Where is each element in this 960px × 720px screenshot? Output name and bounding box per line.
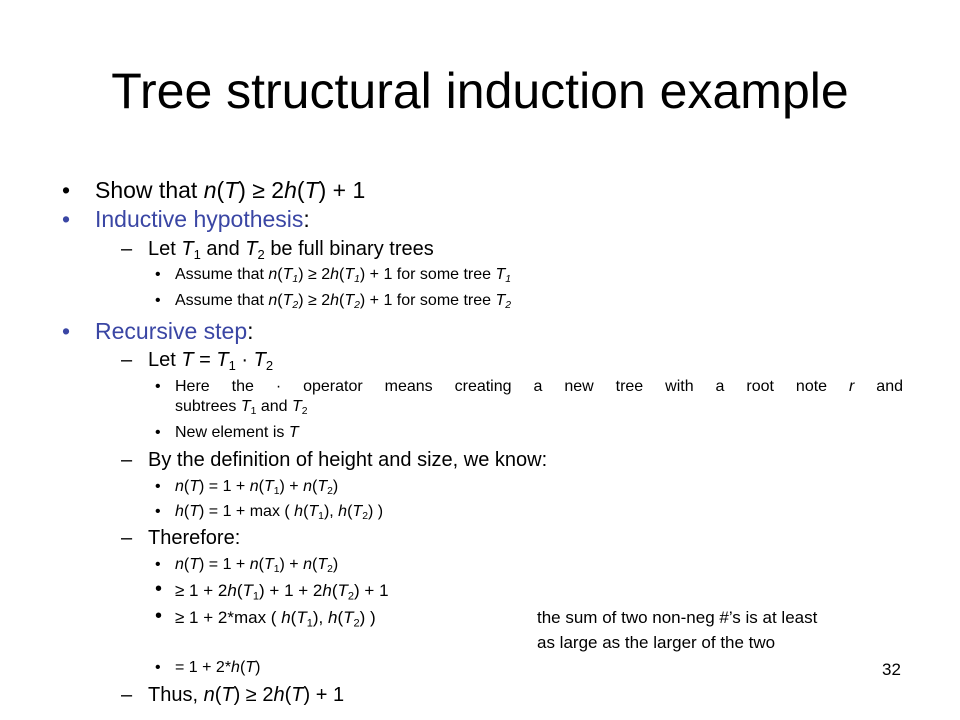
assume-t1-line: [155, 266, 512, 286]
bullet-marker: •: [155, 659, 161, 676]
colon: :: [247, 318, 254, 344]
bullet-marker: •: [155, 424, 161, 441]
let-full-text: be full binary trees: [270, 238, 434, 260]
assume-prefix: Assume that: [175, 292, 264, 309]
by-definition-text: By the definition of height and size, we know:: [148, 449, 548, 471]
h-def-line: [155, 503, 384, 523]
colon: :: [303, 206, 310, 232]
bullet-marker: •: [155, 478, 161, 495]
bullet-marker: •: [155, 556, 161, 573]
step-1-line: [155, 556, 339, 576]
bullet-inductive-hypothesis: [62, 206, 310, 233]
let-t-math: Let $T = T_1 \cdot T_2$: [148, 349, 274, 373]
bullet-marker: •: [62, 177, 71, 203]
assume-t2-math: $n(T_2) \ge 2h(T_2) + 1$ for some tree $T_2$: [268, 292, 512, 312]
bullet-marker: •: [62, 206, 71, 232]
step-4-math: = 1 + 2*h(T): [175, 659, 261, 676]
let-full-math: Let $T_1$ and $T_2$: [148, 238, 265, 262]
bullet-marker: •: [62, 318, 71, 344]
step-2-line: [155, 578, 389, 603]
here-operator-paragraph: [155, 377, 904, 418]
n-def-line: [155, 478, 339, 498]
show-prefix: Show that: [95, 177, 204, 203]
bullet-marker: •: [155, 503, 161, 520]
note-line-1: the sum of two non-neg #’s is at least: [537, 608, 818, 627]
bullet-marker: •: [155, 578, 163, 600]
let-t-line: [121, 349, 274, 373]
bullet-marker: •: [155, 378, 161, 395]
here-line-1: Here the · operator means creating a new tree with a root note r and: [175, 378, 904, 395]
note-line-2: as large as the larger of the two: [537, 633, 776, 652]
bullet-marker: •: [155, 266, 161, 283]
bullet-marker: •: [155, 605, 163, 627]
assume-t1-math: $n(T_1) \ge 2h(T_1) + 1$ for some tree $T_1$: [268, 266, 512, 286]
step-3-line: [155, 605, 376, 630]
new-element-line: [155, 424, 299, 442]
inductive-hypothesis-label: Inductive hypothesis: [95, 206, 304, 232]
bullet-recursive-step: [62, 318, 254, 345]
therefore-line: [121, 527, 241, 550]
bullet-show-that: [62, 177, 366, 204]
here-line-2: subtrees $T_1$ and $T_2$: [175, 398, 308, 418]
dash-marker: –: [121, 449, 133, 471]
assume-prefix: Assume that: [175, 266, 264, 283]
thus-math: Thus, n(T) ≥ 2h(T) + 1: [148, 684, 345, 706]
let-full-binary-line: [121, 238, 434, 262]
step-2-math: ≥ $1 + 2h(T_1) + 1 + 2h(T_2) + 1$: [175, 581, 389, 603]
show-math: n(T) ≥ 2h(T) + 1: [203, 177, 366, 203]
bullet-marker: •: [155, 292, 161, 309]
step-3-math: ≥ 1 + 2*max ( $h(T_1)$, $h(T_2)$ ): [175, 608, 376, 630]
therefore-text: Therefore:: [148, 527, 241, 549]
assume-t2-line: [155, 292, 512, 312]
by-definition-line: [121, 449, 548, 472]
dash-marker: –: [121, 684, 133, 706]
slide-title: Tree structural induction example: [111, 63, 849, 119]
dash-marker: –: [121, 527, 133, 549]
step-1-math: $n(T) = 1 + n(T_1) + n(T_2)$: [175, 556, 339, 576]
recursive-step-label: Recursive step: [95, 318, 248, 344]
new-element-text: New element is T: [175, 424, 299, 441]
h-def-math: h(T) = 1 + max ( $h(T_1)$, $h(T_2)$ ): [175, 503, 384, 523]
page-number: 32: [882, 660, 901, 679]
step-4-line: [155, 659, 261, 677]
dash-marker: –: [121, 349, 133, 371]
n-def-math: $n(T) = 1 + n(T_1) + n(T_2)$: [175, 478, 339, 498]
dash-marker: –: [121, 238, 133, 260]
thus-line: [121, 684, 345, 707]
